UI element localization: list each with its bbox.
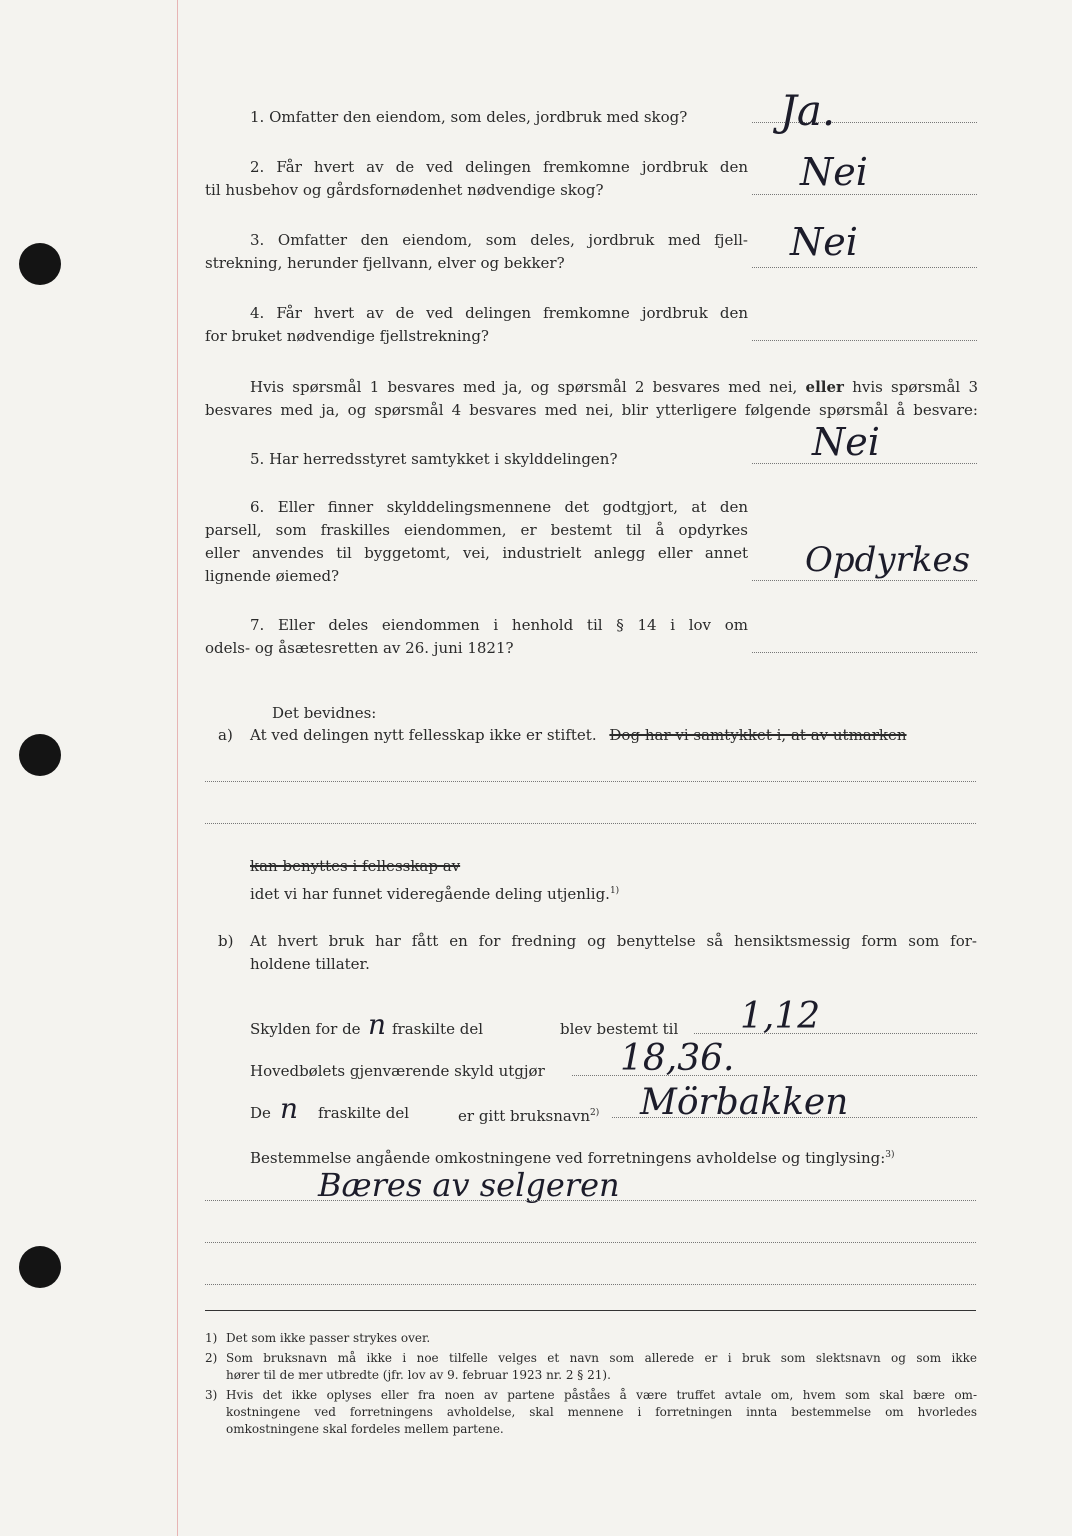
blank-line [205, 1200, 976, 1201]
item-a-text [250, 724, 907, 747]
item-b-label: b) [218, 932, 234, 950]
question-text: Får hvert av de ved delingen fremkomne jordbruk den [276, 304, 748, 322]
skyld-label-3: blev bestemt til [560, 1020, 679, 1038]
hoved-label: Hovedbølets gjenværende skyld utgjør [250, 1062, 545, 1080]
answer-line [752, 652, 977, 653]
answer-6: Opdyrkes [805, 540, 971, 580]
skyld-hand: n [368, 1008, 387, 1041]
answer-line [752, 580, 977, 581]
question-text: Har herredsstyret samtykket i skylddelingen? [269, 450, 618, 468]
footnote-ref: 2) [590, 1108, 600, 1118]
question-5 [250, 448, 618, 471]
question-3-cont: strekning, herunder fjellvann, elver og bekker? [205, 254, 565, 272]
question-number: 5. [250, 450, 265, 468]
de-hand: n [280, 1092, 299, 1125]
footnote-rule [205, 1310, 976, 1311]
instruction-bold: eller [805, 378, 844, 396]
struck-text: Dog har vi samtykket i, at av utmarken [609, 726, 907, 744]
skyld-value: 1,12 [740, 996, 821, 1037]
question-number: 2. [250, 158, 265, 176]
question-2 [205, 156, 748, 179]
question-2-cont: til husbehov og gårdsfornødenhet nødvendige skog? [205, 181, 604, 199]
instruction-text: Hvis spørsmål 1 besvares med ja, og spørsmål 2 besvares med nei, [250, 378, 798, 396]
question-number: 4. [250, 304, 265, 322]
item-a-label: a) [218, 726, 233, 744]
bestemmelse-text: Bestemmelse angående omkostningene ved forretningens avholdelse og tinglysing: [250, 1149, 886, 1167]
footnote-ref: 1) [609, 886, 620, 896]
answer-1: Ja. [780, 86, 836, 135]
instruction-line-2: besvares med ja, og spørsmål 4 besvares med nei, blir ytterligere følgende spørsmål å besvare: [205, 401, 978, 419]
item-a-cont-text: idet vi har funnet videregående deling utjenlig. [250, 885, 610, 903]
question-6 [205, 496, 748, 519]
answer-line [752, 194, 977, 195]
question-text: Omfatter den eiendom, som deles, jordbruk med fjell- [277, 231, 748, 249]
footnote-3-cont: kostningene ved forretningens avholdelse, skal mennene i forretningen inntа bestemmelse om hvorledes [226, 1405, 977, 1419]
footnote-2: Som bruksnavn må ikke i noe tilfelle velges et navn som allerede er i bruk som slektsnavn og som ikke [226, 1351, 977, 1365]
de-label-text: er gitt bruksnavn [458, 1107, 590, 1125]
question-1 [250, 106, 687, 129]
footnote-2-mark: 2) [205, 1351, 218, 1365]
question-6-cont: eller anvendes til byggetomt, vei, industrielt anlegg eller annet [205, 544, 748, 562]
question-text: Får hvert av de ved delingen fremkomne jordbruk den [276, 158, 748, 176]
question-number: 6. [250, 498, 265, 516]
question-text: Eller deles eiendommen i henhold til § 14 i lov om [278, 616, 748, 634]
question-7-cont: odels- og åsætesretten av 26. juni 1821? [205, 639, 514, 657]
footnote-2-cont: hører til de mer utbredte (jfr. lov av 9. februar 1923 nr. 2 § 21). [226, 1368, 611, 1382]
blank-line [205, 823, 976, 824]
question-number: 1. [250, 108, 265, 126]
question-number: 7. [250, 616, 265, 634]
answer-line [752, 267, 977, 268]
item-a-statement: At ved delingen nytt fellesskap ikke er stiftet. [250, 726, 597, 744]
de-label: De [250, 1104, 271, 1122]
question-text: Omfatter den eiendom, som deles, jordbruk med skog? [269, 108, 688, 126]
footnote-3-cont: omkostningene skal fordeles mellem partene. [226, 1422, 504, 1436]
punch-hole [19, 1246, 61, 1288]
item-b-cont: holdene tillater. [250, 955, 370, 973]
footnote-1-mark: 1) [205, 1331, 218, 1345]
question-3 [205, 229, 748, 252]
blank-line [205, 781, 976, 782]
answer-line [752, 340, 977, 341]
instruction-line-1 [205, 376, 978, 399]
question-6-cont: lignende øiemed? [205, 567, 340, 585]
bestemmelse-value: Bæres av selgeren [318, 1166, 620, 1204]
de-label-2: fraskilte del [318, 1104, 409, 1122]
hoved-value: 18,36. [620, 1038, 735, 1079]
bruksnavn-value: Mörbakken [640, 1082, 849, 1123]
struck-text-2: kan benyttes i fellesskap av [250, 857, 461, 875]
punch-hole [19, 243, 61, 285]
skyld-label-2: fraskilte del [392, 1020, 483, 1038]
bevidnes-heading: Det bevidnes: [272, 704, 377, 722]
question-4-cont: for bruket nødvendige fjellstrekning? [205, 327, 489, 345]
question-text: Eller finner skylddelingsmennene det godtgjort, at den [277, 498, 748, 516]
question-4 [205, 302, 748, 325]
skyld-line [694, 1033, 977, 1034]
answer-3: Nei [790, 220, 858, 264]
footnote-1: Det som ikke passer strykes over. [226, 1331, 431, 1345]
question-6-cont: parsell, som fraskilles eiendommen, er bestemt til å opdyrkes [205, 521, 748, 539]
question-number: 3. [250, 231, 265, 249]
answer-5: Nei [812, 420, 880, 464]
item-b-text: At hvert bruk har fått en for fredning og benyttelse så hensiktsmessig form som for- [250, 932, 977, 950]
margin-line [177, 0, 178, 1536]
blank-line [205, 1242, 976, 1243]
punch-hole [19, 734, 61, 776]
footnote-ref: 3) [885, 1150, 895, 1160]
footnote-3: Hvis det ikke oplyses eller fra noen av partene påståes å være truffet avtale om, hvem som skal bære om- [226, 1388, 977, 1402]
blank-line [205, 1284, 976, 1285]
instruction-text: hvis spørsmål 3 [852, 378, 979, 396]
de-label-3 [458, 1102, 599, 1128]
question-7 [205, 614, 748, 637]
answer-2: Nei [800, 150, 868, 194]
footnote-3-mark: 3) [205, 1388, 218, 1402]
skyld-label: Skylden for de [250, 1020, 361, 1038]
item-a-continuation [250, 880, 619, 906]
